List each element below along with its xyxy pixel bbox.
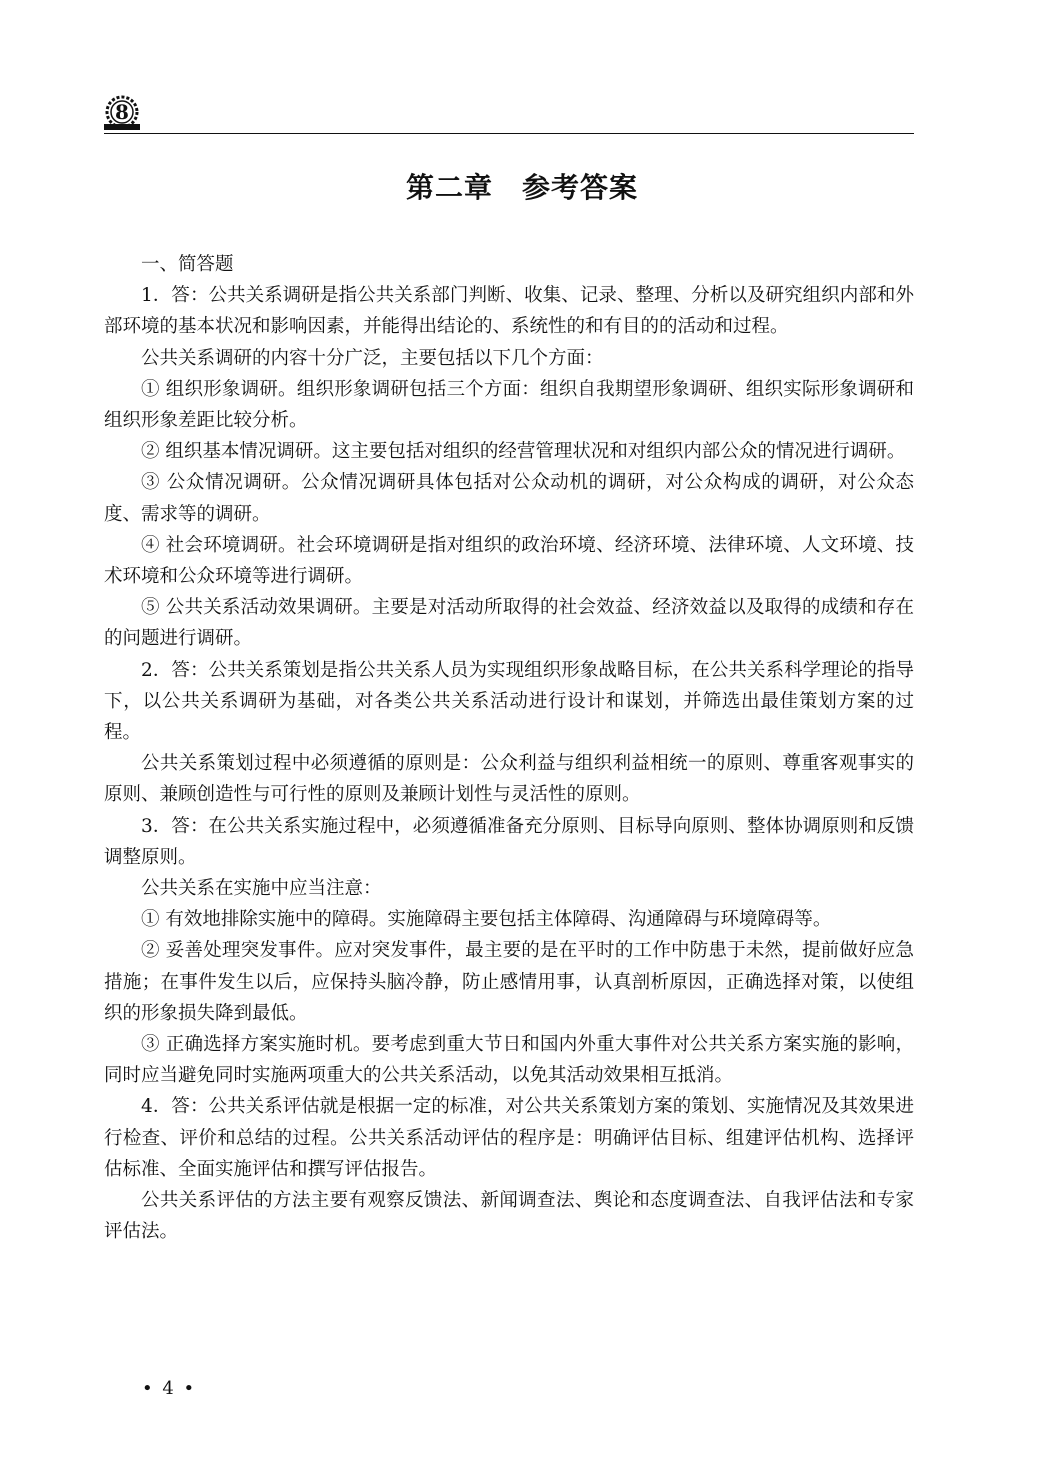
list-item: ③ 正确选择方案实施时机。要考虑到重大节日和国内外重大事件对公共关系方案实施的影响，同时应当避免同时实施两项重大的公共关系活动，以免其活动效果相互抵消。: [104, 1034, 914, 1087]
section-heading: 一、简答题: [141, 254, 234, 275]
list-item: ③ 公众情况调研。公众情况调研具体包括对公众动机的调研，对公众构成的调研，对公众态度、需求等的调研。: [104, 472, 914, 525]
answer-paragraph: 1．答：公共关系调研是指公共关系部门判断、收集、记录、整理、分析以及研究组织内部和外部环境的基本状况和影响因素，并能得出结论的、系统性的和有目的的活动和过程。: [104, 285, 914, 338]
answer-paragraph: 3．答：在公共关系实施过程中，必须遵循准备充分原则、目标导向原则、整体协调原则和反馈调整原则。: [104, 815, 914, 868]
publisher-emblem-icon: [100, 94, 144, 134]
list-item: ① 组织形象调研。组织形象调研包括三个方面：组织自我期望形象调研、组织实际形象调研和组织形象差距比较分析。: [104, 378, 914, 432]
list-item: ② 妥善处理突发事件。应对突发事件，最主要的是在平时的工作中防患于未然，提前做好应急措施；在事件发生以后，应保持头脑冷静，防止感情用事，认真剖析原因，正确选择对策，以使组织的形象损失降到最低。: [104, 940, 914, 1024]
page-number: • 4 •: [142, 1378, 197, 1399]
answer-paragraph: 公共关系在实施中应当注意：: [141, 878, 382, 900]
list-item: ⑤ 公共关系活动效果调研。主要是对活动所取得的社会效益、经济效益以及取得的成绩和存在的问题进行调研。: [104, 597, 914, 650]
list-item: ④ 社会环境调研。社会环境调研是指对组织的政治环境、经济环境、法律环境、人文环境、技术环境和公众环境等进行调研。: [104, 534, 914, 588]
answer-paragraph: 4．答：公共关系评估就是根据一定的标准，对公共关系策划方案的策划、实施情况及其效果进行检查、评价和总结的过程。公共关系活动评估的程序是：明确评估目标、组建评估机构、选择评估标准、全面实施评估和撰写评估报告。: [104, 1096, 914, 1180]
list-item: ① 有效地排除实施中的障碍。实施障碍主要包括主体障碍、沟通障碍与环境障碍等。: [141, 909, 832, 931]
answer-paragraph: 2．答：公共关系策划是指公共关系人员为实现组织形象战略目标，在公共关系科学理论的指导下，以公共关系调研为基础，对各类公共关系活动进行设计和谋划，并筛选出最佳策划方案的过程。: [104, 659, 914, 744]
svg-text:8: 8: [115, 100, 129, 124]
chapter-title: 第二章 参考答案: [405, 171, 638, 204]
answer-paragraph: 公共关系调研的内容十分广泛，主要包括以下几个方面：: [141, 347, 604, 369]
list-item: ② 组织基本情况调研。这主要包括对组织的经营管理状况和对组织内部公众的情况进行调研。: [141, 441, 906, 463]
header-rule: [104, 133, 914, 134]
answer-paragraph: 公共关系评估的方法主要有观察反馈法、新闻调查法、舆论和态度调查法、自我评估法和专家评估法。: [104, 1190, 914, 1243]
answer-paragraph: 公共关系策划过程中必须遵循的原则是：公众利益与组织利益相统一的原则、尊重客观事实的原则、兼顾创造性与可行性的原则及兼顾计划性与灵活性的原则。: [104, 753, 914, 806]
answer-body: [104, 249, 914, 1248]
